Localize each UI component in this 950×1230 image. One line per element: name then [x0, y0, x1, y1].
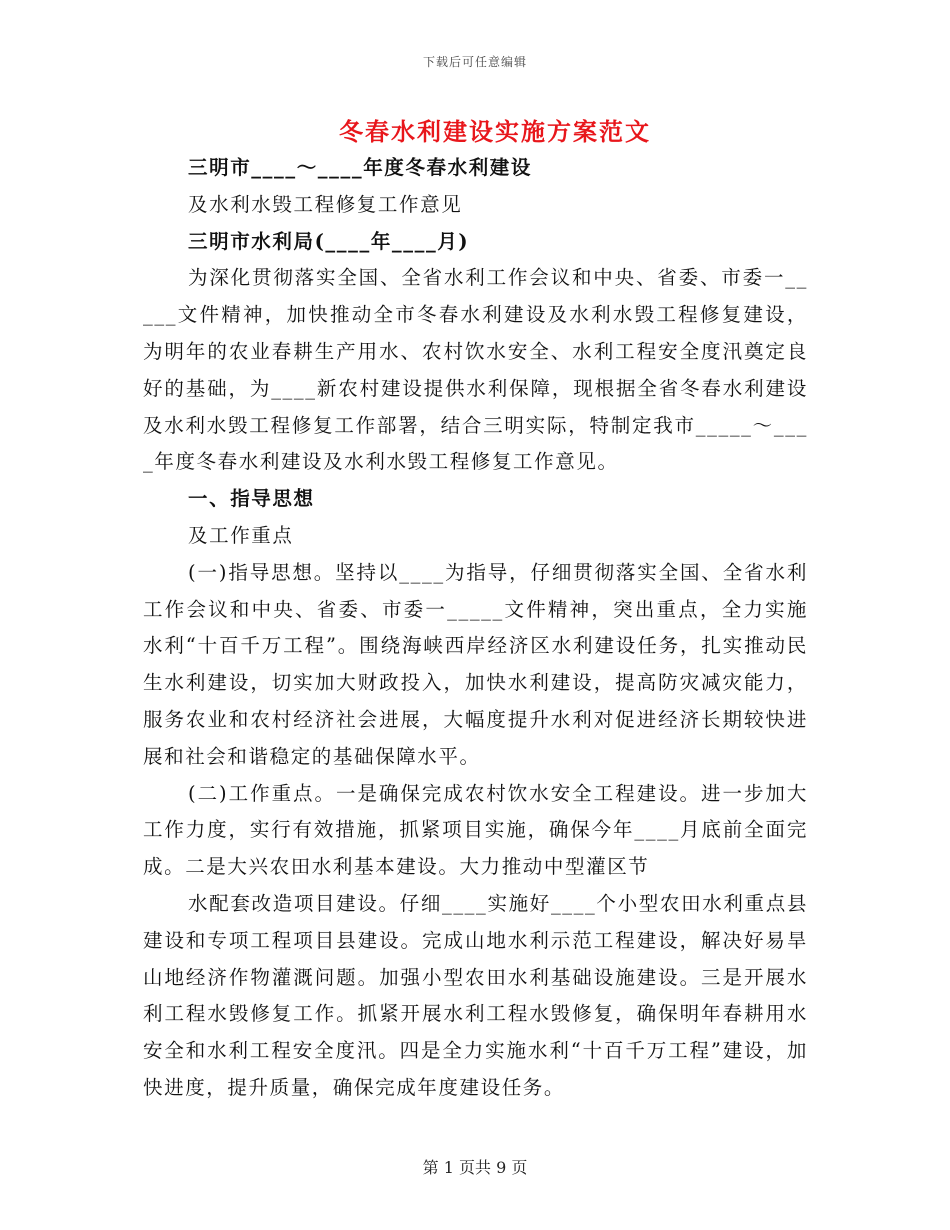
work-focus-paragraph: (二)工作重点。一是确保完成农村饮水安全工程建设。进一步加大工作力度，实行有效措施，抓紧项目实施，确保今年____月底前全面完成。二是大兴农田水利基本建设。大力推动中型灌区节 — [143, 781, 808, 879]
guiding-thought-paragraph: (一)指导思想。坚持以____为指导，仔细贯彻落实全国、全省水利工作会议和中央、省委、市委一_____文件精神，突出重点，全力实施水利“十百千万工程”。围绕海峡西岸经济区水利建设任务，扎实推动民生水利建设，切实加大财政投入，加快水利建设，提高防灾减灾能力，服务农业和农村经济社会进展，大幅度提升水利对促进经济长期较快进展和社会和谐稳定的基础保障水平。 — [143, 560, 808, 768]
document-body — [143, 150, 808, 1107]
issuer-line: 三明市水利局(____年____月) — [188, 229, 470, 253]
subtitle-line-2: 及水利水毁工程修复工作意见 — [188, 192, 463, 216]
document-title: 冬春水利建设实施方案范文 — [339, 117, 651, 146]
work-focus-continuation: 水配套改造项目建设。仔细____实施好____个小型农田水利重点县建设和专项工程项目县建设。完成山地水利示范工程建设，解决好易旱山地经济作物灌溉问题。加强小型农田水利基础设施建设。三是开展水利工程水毁修复工作。抓紧开展水利工程水毁修复，确保明年春耕用水安全和水利工程安全度汛。四是全力实施水利“十百千万工程”建设，加快进度，提升质量，确保完成年度建设任务。 — [143, 891, 808, 1099]
section-heading: 一、指导思想 — [188, 487, 315, 511]
subtitle-line-1: 三明市____～____年度冬春水利建设 — [188, 156, 532, 179]
page-number: 第 1 页共 9 页 — [422, 1158, 528, 1177]
header-note: 下载后可任意编辑 — [422, 55, 527, 69]
intro-paragraph: 为深化贯彻落实全国、全省水利工作会议和中央、省委、市委一_____文件精神，加快推动全市冬春水利建设及水利水毁工程修复建设，为明年的农业春耕生产用水、农村饮水安全、水利工程安全度汛奠定良好的基础，为____新农村建设提供水利保障，现根据全省冬春水利建设及水利水毁工程修复工作部署，结合三明实际，特制定我市_____～____年度冬春水利建设及水利水毁工程修复工作意见。 — [143, 266, 808, 474]
section-heading-continuation: 及工作重点 — [188, 523, 294, 547]
